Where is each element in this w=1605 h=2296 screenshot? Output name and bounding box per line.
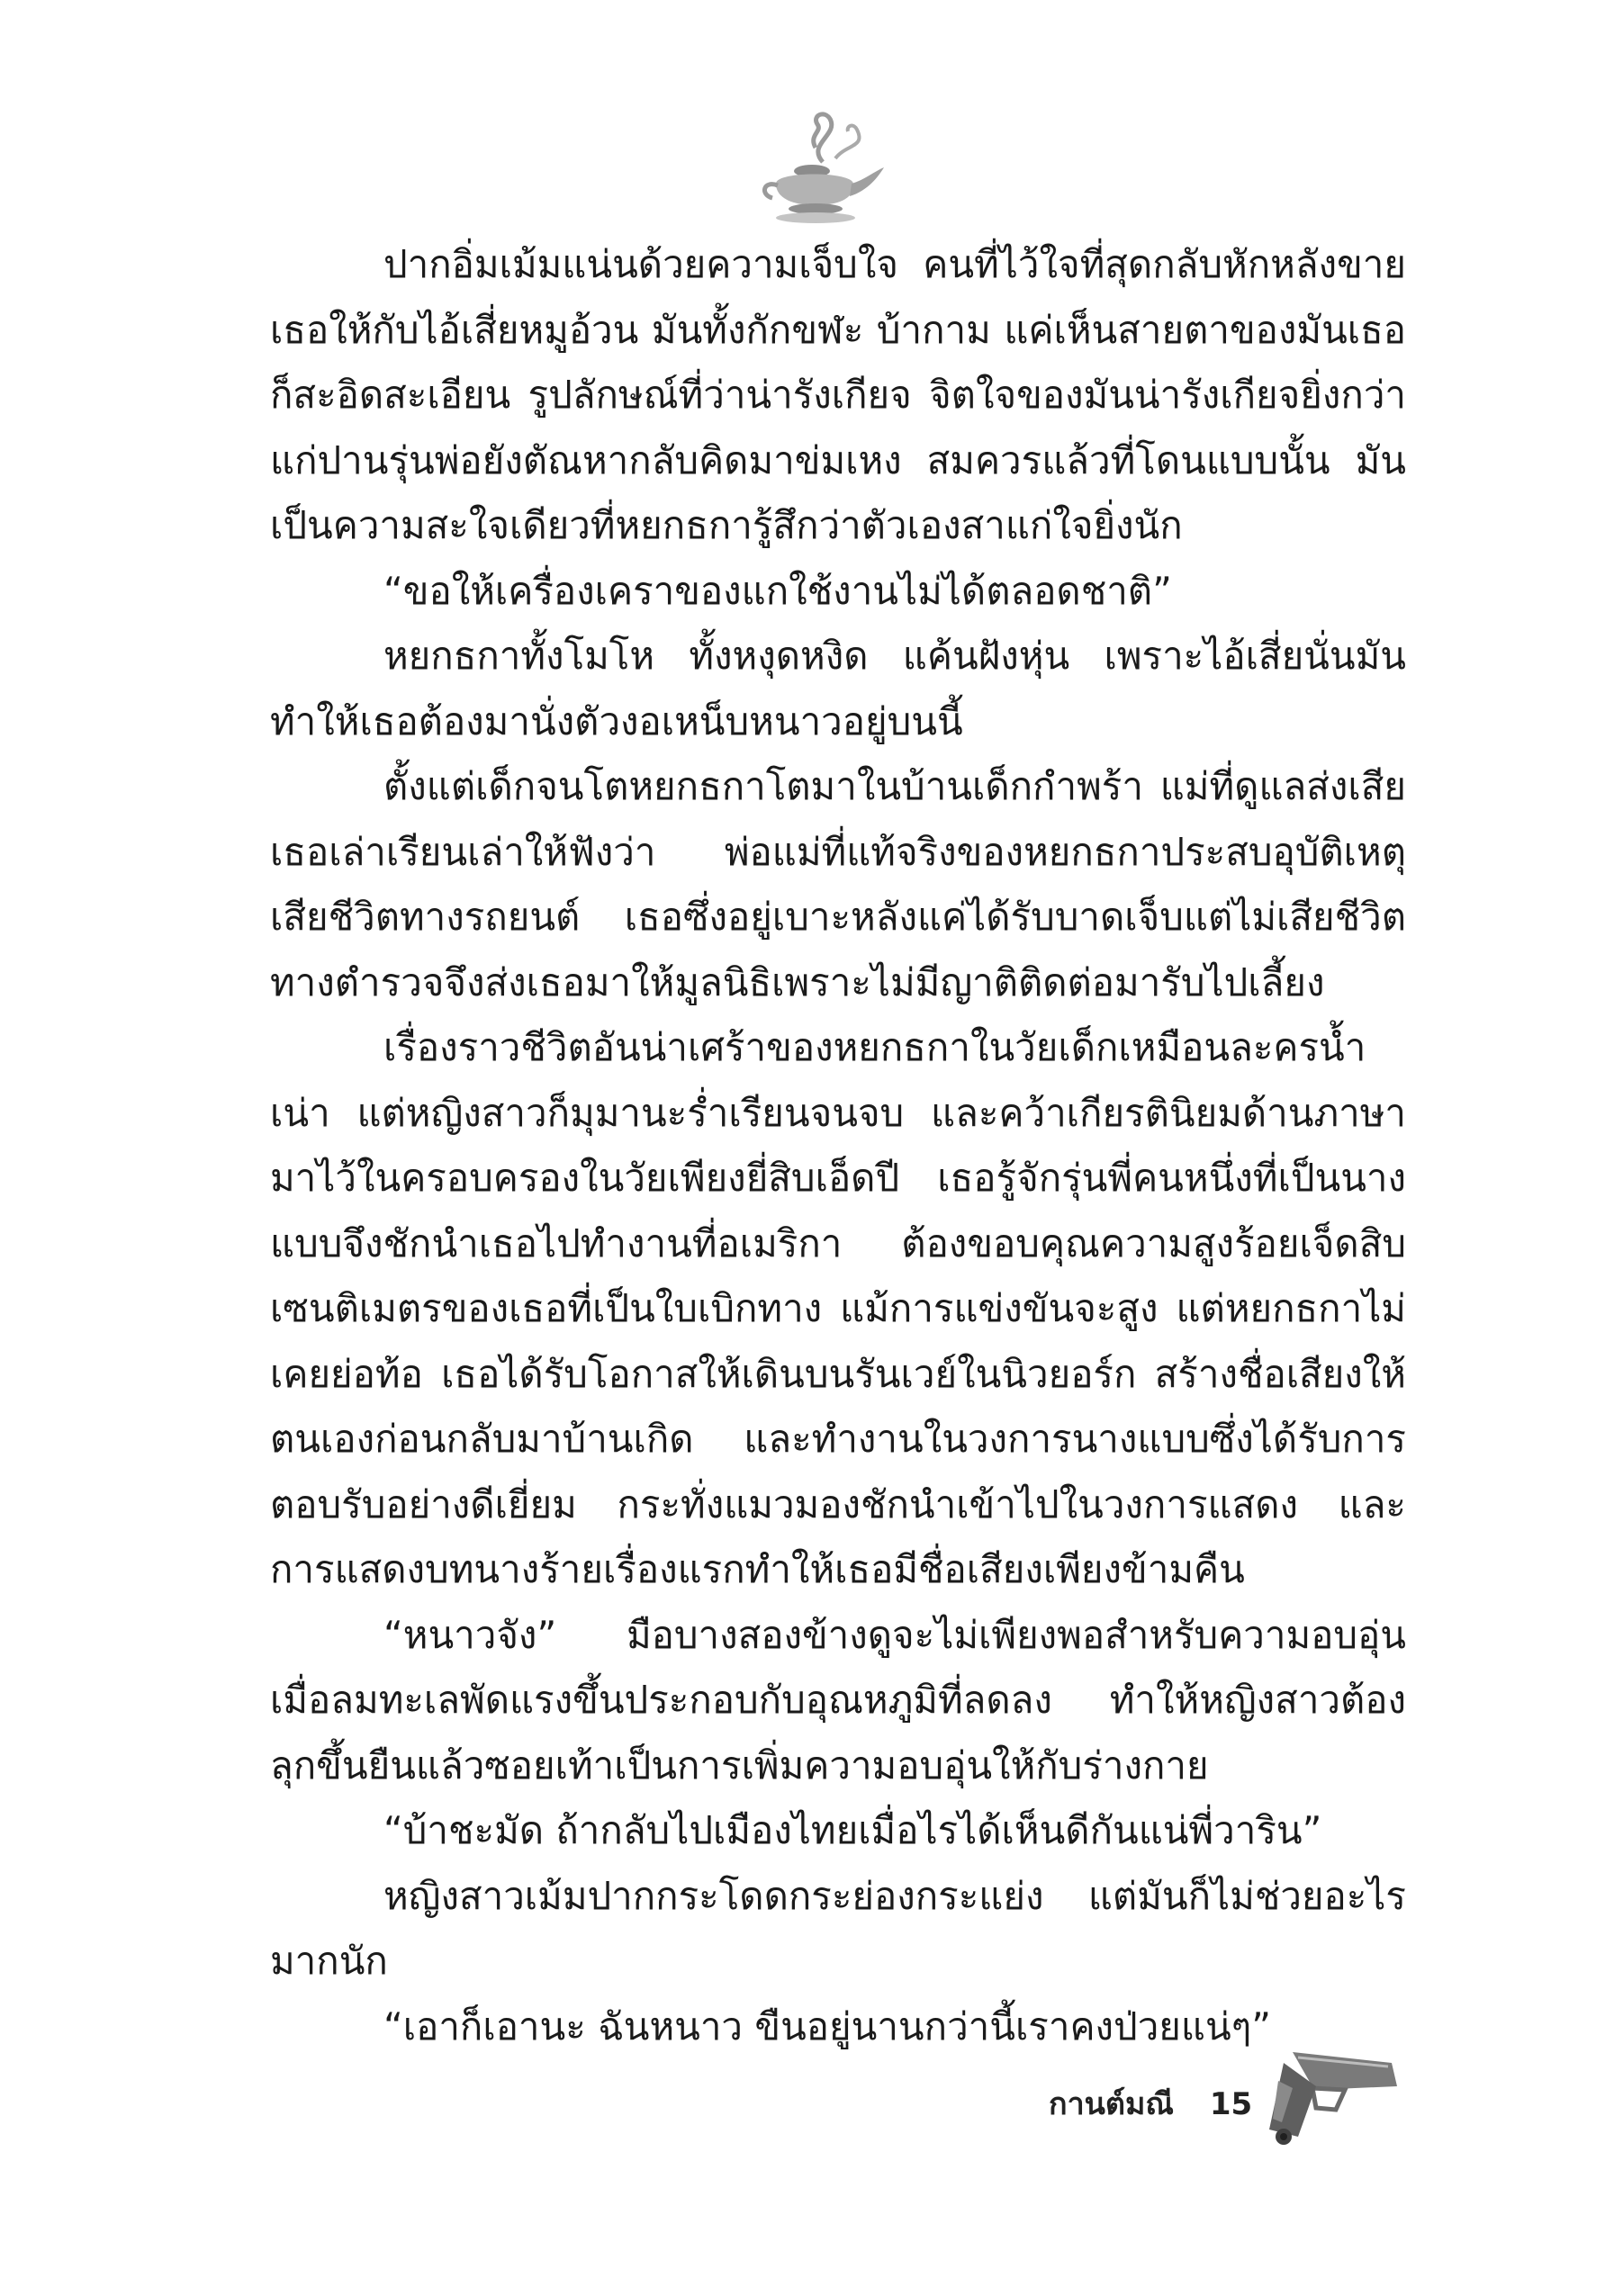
- author-name: กานต์มณี: [1049, 2086, 1174, 2122]
- paragraph-7: “บ้าชะมัด ถ้ากลับไปเมืองไทยเมื่อไรได้เห็นดีกันแน่พี่วาริน”: [383, 1808, 1322, 1852]
- genie-lamp-icon: [753, 108, 888, 225]
- page-number: 15: [1209, 2086, 1253, 2122]
- paragraph-4: ตั้งแต่เด็กจนโตหยกธกาโตมาในบ้านเด็กกำพร้า แม่ที่ดูแลส่งเสียเธอเล่าเรียนเล่าให้ฟังว่า พ่อแม่ที่แท้จริงของหยกธกาประสบอุบัติเหตุเสียชีวิตทางรถยนต์ เธอซึ่งอยู่เบาะหลังแค่ได้รับบาดเจ็บแต่ไม่เสียชีวิต ทางตำรวจจึงส่งเธอมาให้มูลนิธิเพราะไม่มีญาติติดต่อมารับไปเลี้ยง: [270, 764, 1406, 1004]
- paragraph-9: “เอาก็เอานะ ฉันหนาว ขืนอยู่นานกว่านี้เราคงป่วยแน่ๆ”: [383, 2003, 1271, 2048]
- pistol-icon: [1257, 2036, 1401, 2147]
- paragraph-5: เรื่องราวชีวิตอันน่าเศร้าของหยกธกาในวัยเด็กเหมือนละครน้ำเน่า แต่หญิงสาวก็มุมานะร่ำเรียนจนจบ และคว้าเกียรตินิยมด้านภาษามาไว้ในครอบครองในวัยเพียงยี่สิบเอ็ดปี เธอรู้จักรุ่นพี่คนหนึ่งที่เป็นนางแบบจึงชักนำเธอไปทำงานที่อเมริกา ต้องขอบคุณความสูงร้อยเจ็ดสิบเซนติเมตรของเธอที่เป็นใบเบิกทาง แม้การแข่งขันจะสูง แต่หยกธกาไม่เคยย่อท้อ เธอได้รับโอกาสให้เดินบนรันเวย์ในนิวยอร์ก สร้างชื่อเสียงให้ตนเองก่อนกลับมาบ้านเกิด และทำงานในวงการนางแบบซึ่งได้รับการตอบรับอย่างดีเยี่ยม กระทั่งแมวมองชักนำเข้าไปในวงการแสดง และการแสดงบทนางร้ายเรื่องแรกทำให้เธอมีชื่อเสียงเพียงข้ามคืน: [270, 1025, 1406, 1591]
- page-footer: [1049, 2079, 1252, 2128]
- paragraph-1: ปากอิ่มเม้มแน่นด้วยความเจ็บใจ คนที่ไว้ใจที่สุดกลับหักหลังขายเธอให้กับไอ้เสี่ยหมูอ้วน มันทั้งกักขฬะ บ้ากาม แค่เห็นสายตาของมันเธอก็สะอิดสะเอียน รูปลักษณ์ที่ว่าน่ารังเกียจ จิตใจของมันน่ารังเกียจยิ่งกว่า แก่ปานรุ่นพ่อยังตัณหากลับคิดมาข่มเหง สมควรแล้วที่โดนแบบนั้น มันเป็นความสะใจเดียวที่หยกธการู้สึกว่าตัวเองสาแก่ใจยิ่งนัก: [270, 242, 1406, 547]
- paragraph-3: หยกธกาทั้งโมโห ทั้งหงุดหงิด แค้นฝังหุ่น เพราะไอ้เสี่ยนั่นมันทำให้เธอต้องมานั่งตัวงอเหน็บหนาวอยู่บนนี้: [270, 634, 1406, 743]
- paragraph-2: “ขอให้เครื่องเคราของแกใช้งานไม่ได้ตลอดชาติ”: [383, 568, 1172, 613]
- paragraph-8: หญิงสาวเม้มปากกระโดดกระย่องกระแย่ง แต่มันก็ไม่ช่วยอะไรมากนัก: [270, 1873, 1406, 1983]
- story-text: [270, 232, 1406, 2059]
- paragraph-6: “หนาวจัง” มือบางสองข้างดูจะไม่เพียงพอสำหรับความอบอุ่น เมื่อลมทะเลพัดแรงขึ้นประกอบกับอุณหภูมิที่ลดลง ทำให้หญิงสาวต้องลุกขึ้นยืนแล้วซอยเท้าเป็นการเพิ่มความอบอุ่นให้กับร่างกาย: [270, 1612, 1406, 1787]
